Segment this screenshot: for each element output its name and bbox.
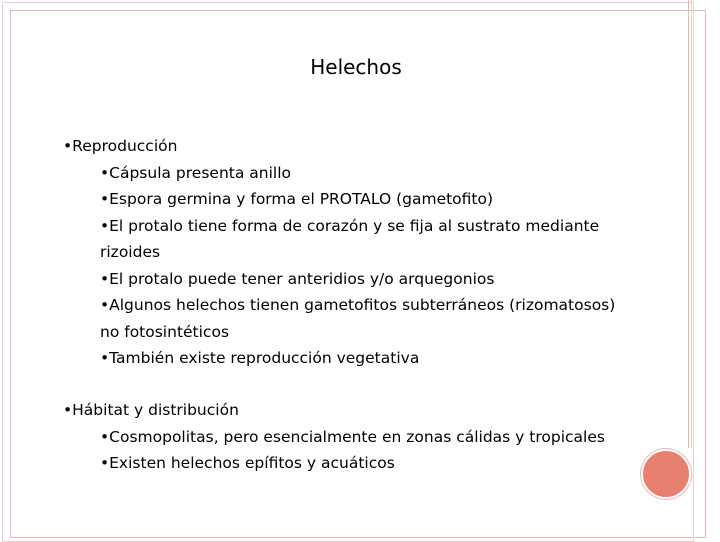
bullet-item: •Cosmopolitas, pero esencialmente en zonas cálidas y tropicales (100, 427, 605, 446)
section-heading: •Hábitat y distribución (63, 401, 239, 419)
section-habitat (63, 397, 605, 477)
bullet-item-continuation: rizoides (100, 243, 161, 261)
bullet-item: •También existe reproducción vegetativa (100, 349, 420, 367)
bullet-item-continuation: no fotosintéticos (100, 322, 230, 341)
bullet-item: •El protalo tiene forma de corazón y se fija al sustrato mediante (100, 216, 600, 235)
bullet-item: •El protalo puede tener anteridios y/o arquegonios (100, 269, 495, 288)
section-reproduccion (63, 133, 615, 372)
bullet-item: •Cápsula presenta anillo (100, 163, 292, 182)
slide-title: Helechos (310, 55, 402, 79)
bullet-item: •Espora germina y forma el PROTALO (gametofito) (100, 190, 494, 208)
bullet-item: •Existen helechos epífitos y acuáticos (100, 454, 395, 472)
decorative-circle (641, 449, 691, 499)
bullet-item: •Algunos helechos tienen gametofitos subterráneos (rizomatosos) (100, 296, 616, 314)
section-heading: •Reproducción (63, 137, 178, 155)
